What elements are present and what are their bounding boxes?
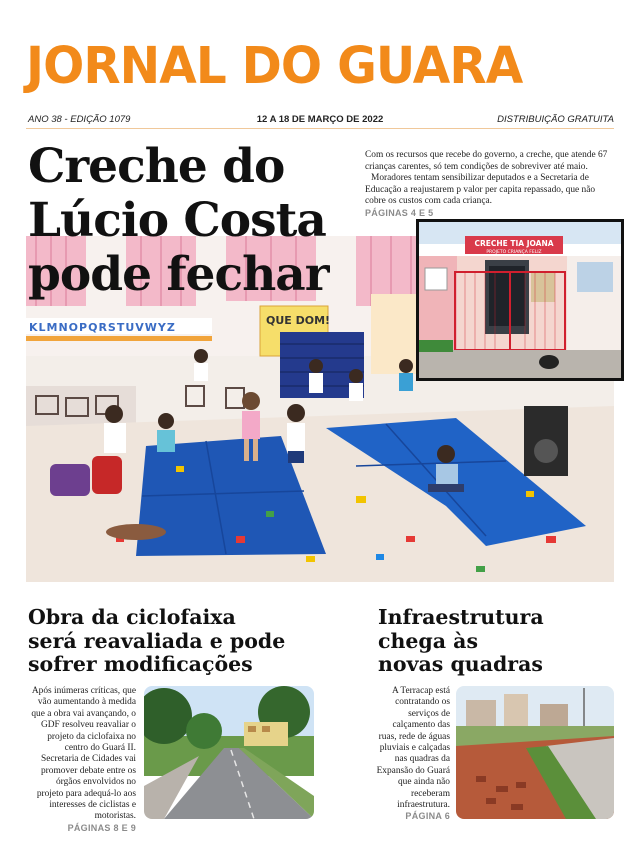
- edition-label: ANO 38 - EDIÇÃO 1079: [28, 114, 131, 125]
- story2-headline-line: chega às: [378, 628, 479, 653]
- story2-body: A Terracap está contratando os serviços de calçamento das ruas, rede de águas pluviais e calçadas nas quadras da Expansão do Guará que ainda não receberam infraestrutura.: [376, 686, 450, 811]
- issue-date: 12 A 18 DE MARÇO DE 2022: [256, 114, 384, 125]
- daycare-entrance-photo: [416, 219, 624, 381]
- story2-headline-line: novas quadras: [378, 652, 543, 676]
- lead-headline-line: pode fechar: [28, 247, 329, 302]
- lead-summary: [365, 150, 615, 219]
- lead-paragraph: Com os recursos que recebe do governo, a creche, que atende 67 crianças carentes, só tem condições de sobreviver até maio.: [365, 150, 608, 172]
- story1-headline-line: será reavaliada e pode: [28, 628, 286, 653]
- story1-headline: [28, 606, 348, 677]
- story2-headline-line: Infraestrutura: [378, 605, 544, 629]
- story2-headline: [378, 606, 618, 677]
- inset-sign-subtext: PROJETO CRIANÇA FELIZ: [486, 250, 542, 255]
- lead-page-ref[interactable]: PÁGINAS 4 E 5: [365, 207, 434, 218]
- lead-headline: [28, 140, 368, 302]
- story1-body: Após inúmeras críticas, que vão aumentando à medida que a obra vai avançando, o GDF resolveu reavaliar o projeto da ciclofaixa no centro do Guará II. Secretaria de Cidades vai promover debate entre os órgãos envolvidos no projeto para adequá-lo aos interesses de ciclistas e motoristas.: [31, 686, 136, 822]
- inset-sign-text: CRECHE TIA JOANA: [474, 239, 554, 248]
- construction-site-photo: [456, 686, 614, 819]
- masthead-divider: [26, 128, 614, 129]
- story1-summary: [28, 686, 136, 834]
- poster-text: QUE DOM!: [266, 314, 331, 327]
- story2-page-ref[interactable]: PÁGINA 6: [405, 811, 450, 822]
- story1-headline-line: sofrer modificações: [28, 652, 253, 676]
- cycle-lane-photo: [144, 686, 314, 819]
- alphabet-strip: KLMNOPQRSTUVWYZ: [29, 321, 176, 334]
- distribution-label: DISTRIBUIÇÃO GRATUITA: [497, 114, 614, 125]
- lead-headline-line: Lúcio Costa: [28, 193, 326, 248]
- lead-headline-line: Creche do: [28, 139, 285, 194]
- masthead-title: JORNAL DO GUARA: [26, 37, 523, 96]
- story2-summary: [376, 686, 450, 823]
- lead-paragraph: Moradores tentam sensibilizar deputados e a Secretaria de Educação a reajustarem p valor per capita repassado, que não cobre os custos com cada criança.: [365, 173, 596, 206]
- story1-page-ref[interactable]: PÁGINAS 8 E 9: [67, 822, 136, 833]
- story1-headline-line: Obra da ciclofaixa: [28, 605, 236, 629]
